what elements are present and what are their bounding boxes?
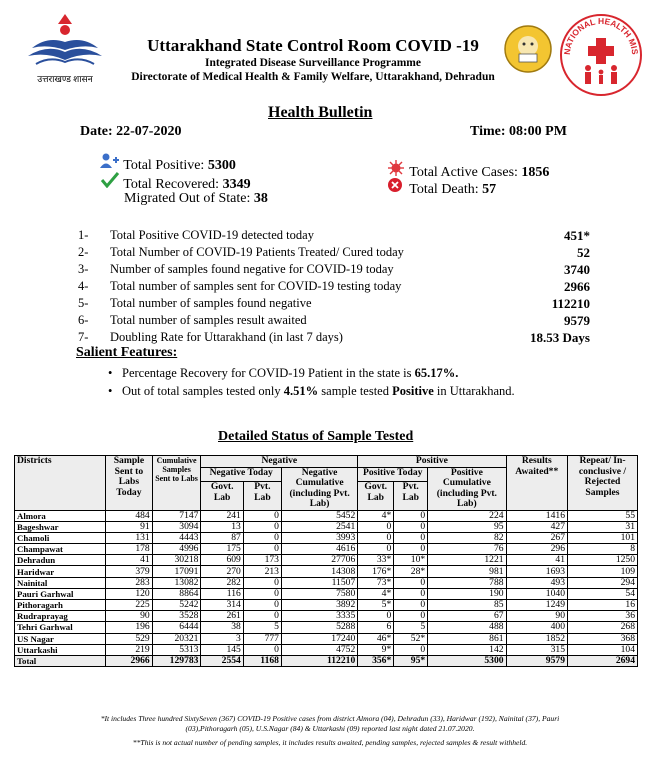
- header-negative-cumulative: Negative Cumulative (including Pvt. Lab): [281, 467, 357, 510]
- list-item-value: 2966: [564, 279, 590, 294]
- value-cell: 9*: [358, 644, 394, 655]
- migrated-value: 38: [253, 191, 268, 206]
- value-cell: 0: [394, 510, 428, 521]
- total-positive-value: 5300: [207, 158, 236, 173]
- value-cell: 1416: [506, 510, 567, 521]
- value-cell: 2966: [106, 655, 153, 666]
- value-cell: 0: [394, 611, 428, 622]
- value-cell: 142: [428, 644, 506, 655]
- active-cases-value: 1856: [521, 165, 550, 180]
- footnote-pending-samples: **This is not actual number of pending samples, it includes results awaited, pending samples, rejected samples & result withheld.: [132, 738, 528, 747]
- value-cell: 85: [428, 600, 506, 611]
- value-cell: 314: [201, 600, 243, 611]
- value-cell: 488: [428, 622, 506, 633]
- value-cell: 1168: [243, 655, 281, 666]
- value-cell: 0: [243, 577, 281, 588]
- list-item-value: 18.53 Days: [530, 330, 590, 345]
- header-positive-cumulative: Positive Cumulative (including Pvt. Lab): [428, 467, 506, 510]
- value-cell: 8: [567, 544, 637, 555]
- value-cell: 13: [201, 521, 243, 532]
- value-cell: 5452: [281, 510, 357, 521]
- value-cell: 0: [394, 532, 428, 543]
- value-cell: 5: [243, 622, 281, 633]
- value-cell: 95: [428, 521, 506, 532]
- value-cell: 67: [428, 611, 506, 622]
- list-item-text: Doubling Rate for Uttarakhand (in last 7 days): [110, 330, 343, 344]
- value-cell: 8864: [152, 588, 201, 599]
- header-negative-today: Negative Today: [201, 467, 282, 482]
- value-cell: 3528: [152, 611, 201, 622]
- value-cell: 0: [243, 544, 281, 555]
- district-cell: Tehri Garhwal: [15, 622, 106, 633]
- value-cell: 356*: [358, 655, 394, 666]
- value-cell: 7147: [152, 510, 201, 521]
- header-negative: Negative: [201, 456, 358, 468]
- value-cell: 173: [243, 555, 281, 566]
- district-cell: Pauri Garhwal: [15, 588, 106, 599]
- value-cell: 5: [394, 622, 428, 633]
- value-cell: 241: [201, 510, 243, 521]
- subtitle: Integrated Disease Surveillance Programme: [204, 57, 421, 69]
- list-item-value: 451*: [564, 228, 590, 243]
- value-cell: 296: [506, 544, 567, 555]
- value-cell: 1250: [567, 555, 637, 566]
- checkmark-icon: [100, 172, 120, 193]
- value-cell: 175: [201, 544, 243, 555]
- table-row: [15, 521, 638, 532]
- table-title: Detailed Status of Sample Tested: [218, 429, 414, 444]
- value-cell: 116: [201, 588, 243, 599]
- header-sample-sent: Sample Sent to Labs Today: [106, 456, 153, 511]
- table-row: [15, 544, 638, 555]
- value-cell: 2541: [281, 521, 357, 532]
- value-cell: 225: [106, 600, 153, 611]
- value-cell: 129783: [152, 655, 201, 666]
- value-cell: 3993: [281, 532, 357, 543]
- value-cell: 28*: [394, 566, 428, 577]
- value-cell: 112210: [281, 655, 357, 666]
- value-cell: 46*: [358, 633, 394, 644]
- value-cell: 0: [243, 521, 281, 532]
- add-user-icon: [100, 153, 120, 174]
- value-cell: 0: [243, 588, 281, 599]
- active-cases-label: Total Active Cases:: [409, 165, 518, 180]
- total-positive-row: [100, 153, 236, 174]
- salient-bullet-positivity: [122, 384, 515, 399]
- health-mascot-logo: [503, 24, 553, 74]
- value-cell: 609: [201, 555, 243, 566]
- district-cell: US Nagar: [15, 633, 106, 644]
- value-cell: 82: [428, 532, 506, 543]
- value-cell: 17240: [281, 633, 357, 644]
- value-cell: 3: [201, 633, 243, 644]
- value-cell: 90: [506, 611, 567, 622]
- value-cell: 131: [106, 532, 153, 543]
- value-cell: 91: [106, 521, 153, 532]
- value-cell: 73*: [358, 577, 394, 588]
- header-results-awaited: Results Awaited**: [506, 456, 567, 511]
- value-cell: 36: [567, 611, 637, 622]
- table-row: [15, 622, 638, 633]
- nhm-arc-text: NATIONAL HEALTH MIS: [561, 16, 641, 56]
- list-item-value: 52: [577, 245, 590, 260]
- footnote-positive-cases: *It includes Three hundred SixtySeven (367) COVID-19 Positive cases from district Almora (04), Dehradun (33), Haridwar (192), Nainital (37), Pauri (03),Pithoragarh (05), U.S.Nagar (84) & Uttarkashi (09) reported last night dated 21.07.2020.: [100, 714, 560, 733]
- value-cell: 5*: [358, 600, 394, 611]
- value-cell: 379: [106, 566, 153, 577]
- table-row: [15, 532, 638, 543]
- list-item-text: Total number of samples found negative: [110, 296, 312, 310]
- list-item-text: Total Number of COVID-19 Patients Treated/ Cured today: [110, 245, 404, 259]
- bullet-text: Out of total samples tested only: [122, 384, 284, 398]
- table-row: [15, 633, 638, 644]
- list-item-value: 9579: [564, 313, 590, 328]
- value-cell: 0: [394, 588, 428, 599]
- header-positive: Positive: [358, 456, 506, 468]
- value-cell: 0: [358, 532, 394, 543]
- value-cell: 178: [106, 544, 153, 555]
- value-cell: 1040: [506, 588, 567, 599]
- header-pvt-lab: Pvt. Lab: [243, 482, 281, 510]
- table-row: [15, 588, 638, 599]
- value-cell: 33*: [358, 555, 394, 566]
- district-cell: Total: [15, 655, 106, 666]
- value-cell: 31: [567, 521, 637, 532]
- value-cell: 0: [394, 577, 428, 588]
- header-cumulative-sent: Cumulative Samples Sent to Labs: [152, 456, 201, 511]
- value-cell: 981: [428, 566, 506, 577]
- total-positive-label: Total Positive:: [123, 158, 205, 173]
- value-cell: 101: [567, 532, 637, 543]
- value-cell: 17091: [152, 566, 201, 577]
- value-cell: 41: [106, 555, 153, 566]
- value-cell: 0: [394, 600, 428, 611]
- district-cell: Dehradun: [15, 555, 106, 566]
- value-cell: 283: [106, 577, 153, 588]
- value-cell: 4752: [281, 644, 357, 655]
- value-cell: 52*: [394, 633, 428, 644]
- header-positive-today: Positive Today: [358, 467, 428, 482]
- logo-caption: उत्तराखण्ड शासन: [37, 74, 93, 84]
- list-item-value: 3740: [564, 262, 590, 277]
- total-death-value: 57: [482, 182, 497, 197]
- table-row: [15, 611, 638, 622]
- total-death-label: Total Death:: [409, 182, 479, 197]
- value-cell: 400: [506, 622, 567, 633]
- value-cell: 270: [201, 566, 243, 577]
- district-cell: Nainital: [15, 577, 106, 588]
- value-cell: 20321: [152, 633, 201, 644]
- table-body: [15, 510, 638, 667]
- bulletin-date: Date: 22-07-2020: [80, 124, 182, 139]
- value-cell: 294: [567, 577, 637, 588]
- value-cell: 484: [106, 510, 153, 521]
- header-districts: Districts: [15, 456, 106, 511]
- value-cell: 76: [428, 544, 506, 555]
- value-cell: 0: [243, 510, 281, 521]
- district-cell: Haridwar: [15, 566, 106, 577]
- value-cell: 224: [428, 510, 506, 521]
- district-cell: Pithoragarh: [15, 600, 106, 611]
- value-cell: 788: [428, 577, 506, 588]
- list-item-text: Total Positive COVID-19 detected today: [110, 228, 314, 242]
- value-cell: 427: [506, 521, 567, 532]
- value-cell: 493: [506, 577, 567, 588]
- list-item-number: 5-: [78, 296, 89, 310]
- value-cell: 2694: [567, 655, 637, 666]
- value-cell: 190: [428, 588, 506, 599]
- list-item-number: 2-: [78, 245, 89, 259]
- value-cell: 0: [358, 521, 394, 532]
- value-cell: 4443: [152, 532, 201, 543]
- value-cell: 4*: [358, 588, 394, 599]
- value-cell: 0: [243, 600, 281, 611]
- page-title: Uttarakhand State Control Room COVID -19: [147, 36, 479, 55]
- list-item-number: 6-: [78, 313, 89, 327]
- table-total-row: [15, 655, 638, 666]
- value-cell: 9579: [506, 655, 567, 666]
- value-cell: 0: [394, 521, 428, 532]
- list-item-text: Number of samples found negative for COVID-19 today: [110, 262, 394, 276]
- value-cell: 5313: [152, 644, 201, 655]
- value-cell: 213: [243, 566, 281, 577]
- table-row: [15, 510, 638, 521]
- bullet-text: sample tested: [318, 384, 393, 398]
- table-row: [15, 577, 638, 588]
- value-cell: 5288: [281, 622, 357, 633]
- value-cell: 90: [106, 611, 153, 622]
- value-cell: 196: [106, 622, 153, 633]
- total-death-row: [386, 177, 496, 198]
- total-recovered-row: [100, 172, 251, 193]
- table-row: [15, 555, 638, 566]
- directorate: Directorate of Medical Health & Family Welfare, Uttarakhand, Dehradun: [131, 71, 495, 83]
- value-cell: 315: [506, 644, 567, 655]
- value-cell: 6: [358, 622, 394, 633]
- list-item-number: 4-: [78, 279, 89, 293]
- value-cell: 0: [358, 544, 394, 555]
- value-cell: 1852: [506, 633, 567, 644]
- table-row: [15, 644, 638, 655]
- value-cell: 145: [201, 644, 243, 655]
- value-cell: 55: [567, 510, 637, 521]
- value-cell: 3335: [281, 611, 357, 622]
- list-item-text: Total number of samples sent for COVID-19 testing today: [110, 279, 402, 293]
- value-cell: 261: [201, 611, 243, 622]
- district-cell: Chamoli: [15, 532, 106, 543]
- header-repeat-rejected: Repeat/ In-conclusive / Rejected Samples: [567, 456, 637, 511]
- value-cell: 27706: [281, 555, 357, 566]
- value-cell: 16: [567, 600, 637, 611]
- value-cell: 4616: [281, 544, 357, 555]
- value-cell: 4996: [152, 544, 201, 555]
- value-cell: 54: [567, 588, 637, 599]
- bullet-emphasis: Positive: [392, 384, 434, 398]
- salient-bullet-recovery: [122, 366, 458, 381]
- value-cell: 104: [567, 644, 637, 655]
- value-cell: 4*: [358, 510, 394, 521]
- bulletin-title: Health Bulletin: [268, 104, 373, 121]
- bullet-value: 65.17%.: [414, 366, 459, 380]
- value-cell: 777: [243, 633, 281, 644]
- header-pvt-lab: Pvt. Lab: [394, 482, 428, 510]
- district-cell: Bageshwar: [15, 521, 106, 532]
- value-cell: 0: [394, 544, 428, 555]
- bulletin-time: Time: 08:00 PM: [470, 124, 567, 139]
- value-cell: 13082: [152, 577, 201, 588]
- value-cell: 5242: [152, 600, 201, 611]
- value-cell: 3892: [281, 600, 357, 611]
- list-item-number: 1-: [78, 228, 89, 242]
- value-cell: 30218: [152, 555, 201, 566]
- sample-status-table: [14, 455, 638, 667]
- list-item-text: Total number of samples result awaited: [110, 313, 307, 327]
- header-govt-lab: Govt. Lab: [358, 482, 394, 510]
- value-cell: 0: [243, 532, 281, 543]
- value-cell: 268: [567, 622, 637, 633]
- nhm-logo: [558, 12, 644, 98]
- list-item-value: 112210: [551, 296, 590, 311]
- list-item-number: 7-: [78, 330, 89, 344]
- value-cell: 2554: [201, 655, 243, 666]
- migrated-row: [124, 191, 268, 207]
- value-cell: 11507: [281, 577, 357, 588]
- value-cell: 529: [106, 633, 153, 644]
- value-cell: 1693: [506, 566, 567, 577]
- value-cell: 1249: [506, 600, 567, 611]
- value-cell: 5300: [428, 655, 506, 666]
- value-cell: 0: [243, 644, 281, 655]
- total-recovered-value: 3349: [222, 177, 251, 192]
- value-cell: 7580: [281, 588, 357, 599]
- value-cell: 120: [106, 588, 153, 599]
- district-cell: Champawat: [15, 544, 106, 555]
- value-cell: 176*: [358, 566, 394, 577]
- value-cell: 87: [201, 532, 243, 543]
- value-cell: 861: [428, 633, 506, 644]
- value-cell: 0: [243, 611, 281, 622]
- close-circle-icon: [386, 177, 406, 198]
- migrated-label: Migrated Out of State:: [124, 191, 251, 206]
- total-recovered-label: Total Recovered:: [123, 177, 220, 192]
- table-row: [15, 600, 638, 611]
- list-item-number: 3-: [78, 262, 89, 276]
- table-row: [15, 566, 638, 577]
- value-cell: 14308: [281, 566, 357, 577]
- salient-features-title: Salient Features:: [76, 345, 178, 360]
- value-cell: 41: [506, 555, 567, 566]
- value-cell: 1221: [428, 555, 506, 566]
- value-cell: 3094: [152, 521, 201, 532]
- district-cell: Uttarkashi: [15, 644, 106, 655]
- district-cell: Almora: [15, 510, 106, 521]
- bullet-text: Percentage Recovery for COVID-19 Patient in the state is: [122, 366, 415, 380]
- value-cell: 368: [567, 633, 637, 644]
- value-cell: 6444: [152, 622, 201, 633]
- header-govt-lab: Govt. Lab: [201, 482, 243, 510]
- value-cell: 282: [201, 577, 243, 588]
- value-cell: 0: [358, 611, 394, 622]
- bullet-text: in Uttarakhand.: [433, 384, 515, 398]
- value-cell: 95*: [394, 655, 428, 666]
- bullet-value: 4.51%: [283, 384, 319, 398]
- value-cell: 38: [201, 622, 243, 633]
- value-cell: 109: [567, 566, 637, 577]
- value-cell: 267: [506, 532, 567, 543]
- value-cell: 0: [394, 644, 428, 655]
- value-cell: 219: [106, 644, 153, 655]
- value-cell: 10*: [394, 555, 428, 566]
- district-cell: Rudraprayag: [15, 611, 106, 622]
